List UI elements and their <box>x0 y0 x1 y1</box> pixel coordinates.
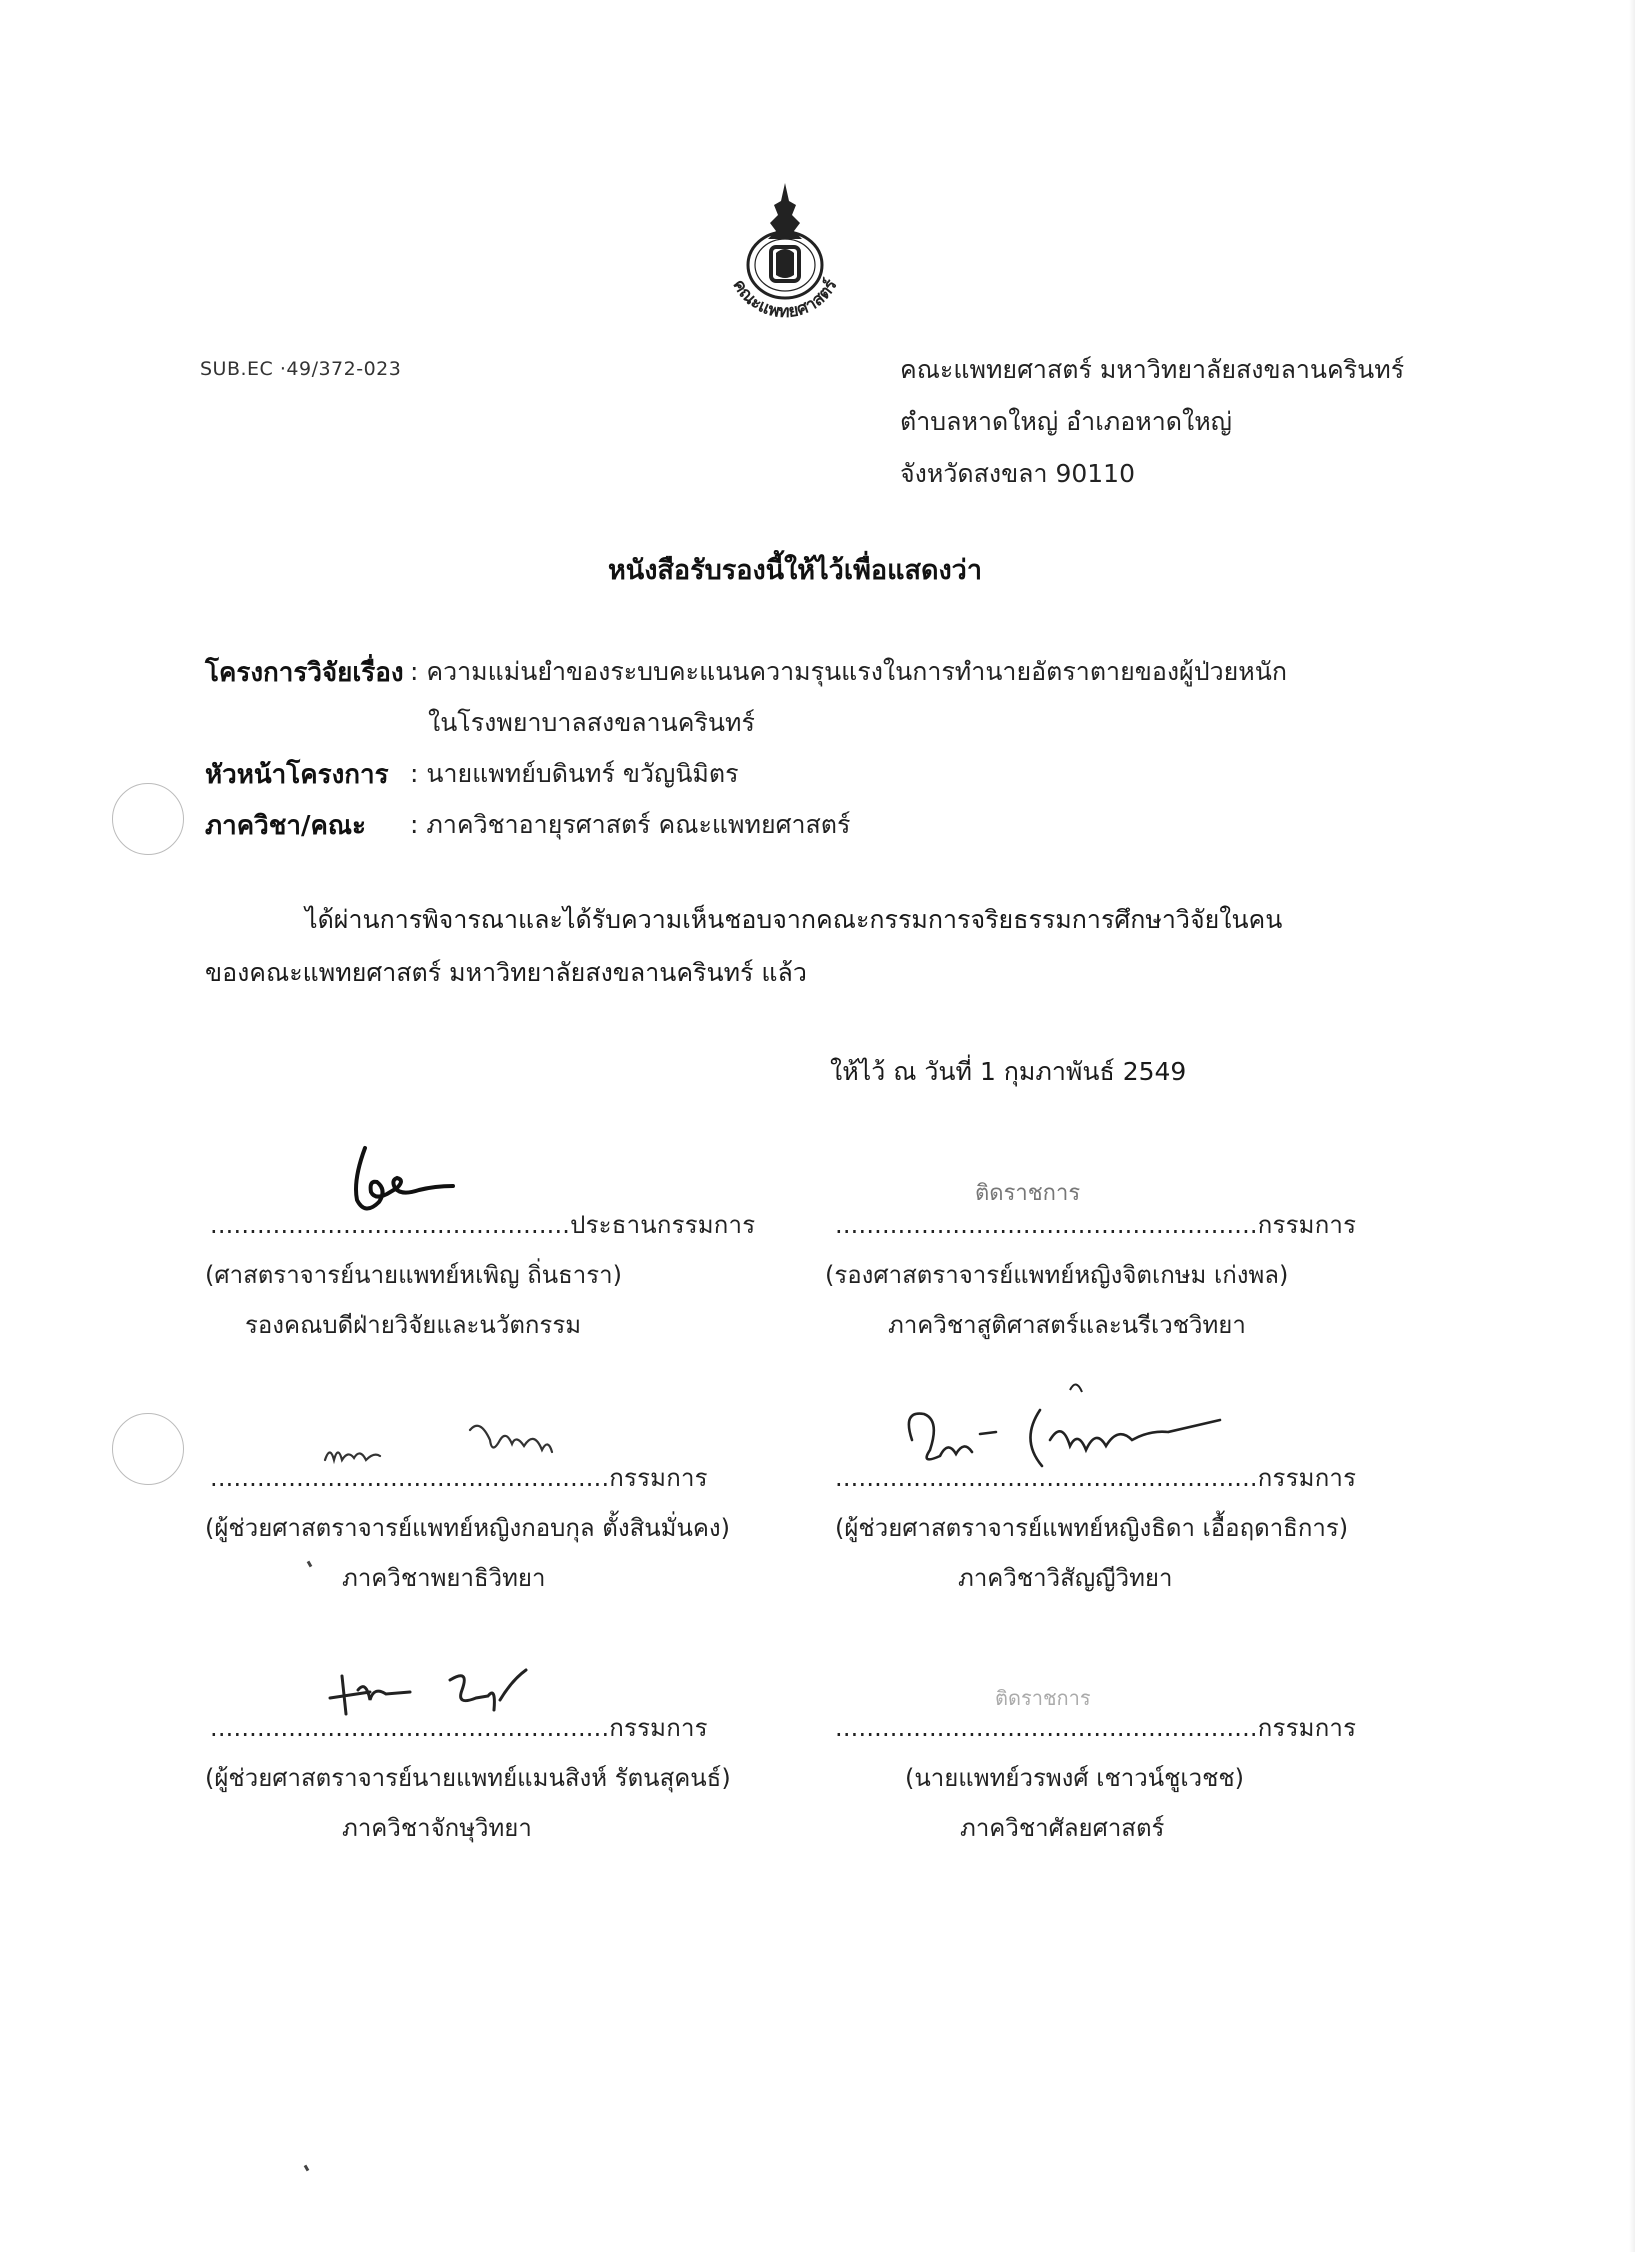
member-3-role: ภาควิชาพยาธิวิทยา <box>342 1564 546 1592</box>
dept-value: : ภาควิชาอายุรศาสตร์ คณะแพทยศาสตร์ <box>410 810 851 839</box>
seal-text: คณะแพทยศาสตร์ <box>728 276 842 323</box>
body-line-1: ได้ผ่านการพิจารณาและได้รับความเห็นชอบจากคณะกรรมการจริยธรรมการศึกษาวิจัยในคน <box>305 905 1283 934</box>
reference-number: SUB.EC ·49/372-023 <box>200 358 402 380</box>
member-5-signature-line: ...................................................กรรมการ <box>210 1714 708 1742</box>
chairman-name: (ศาสตราจารย์นายแพทย์หเพิญ ถิ่นธารา) <box>205 1261 622 1289</box>
absent-stamp-2: ติดราชการ <box>995 1686 1091 1710</box>
absent-stamp: ติดราชการ <box>975 1181 1081 1206</box>
project-value-line-1: : ความแม่นยำของระบบคะแนนความรุนแรงในการทำนายอัตราตายของผู้ป่วยหนัก <box>410 657 1287 686</box>
chairman-signature-line: ..............................................ประธานกรรมการ <box>210 1211 756 1239</box>
member-4-role: ภาควิชาวิสัญญีวิทยา <box>958 1564 1173 1592</box>
member-2-signature-line: ......................................................กรรมการ <box>835 1211 1357 1239</box>
member-3-name: (ผู้ช่วยศาสตราจารย์แพทย์หญิงกอบกุล ตั้งสินมั่นคง) <box>205 1514 730 1542</box>
member-2-role: ภาควิชาสูติศาสตร์และนรีเวชวิทยา <box>888 1311 1246 1339</box>
project-value-line-2: ในโรงพยาบาลสงขลานครินทร์ <box>428 708 755 737</box>
member-6-signature-line: ......................................................กรรมการ <box>835 1714 1357 1742</box>
dept-label: ภาควิชา/คณะ <box>205 811 366 841</box>
member-6-name: (นายแพทย์วรพงศ์ เชาวน์ชูเวชช) <box>905 1764 1245 1792</box>
member-6-role: ภาควิชาศัลยศาสตร์ <box>960 1814 1165 1842</box>
address-line-2: ตำบลหาดใหญ่ อำเภอหาดใหญ่ <box>900 407 1232 436</box>
member-2-name: (รองศาสตราจารย์แพทย์หญิงจิตเกษม เก่งพล) <box>825 1261 1289 1289</box>
address-line-3: จังหวัดสงขลา 90110 <box>900 459 1135 488</box>
scan-edge <box>1629 0 1635 2252</box>
issue-date: ให้ไว้ ณ วันที่ 1 กุมภาพันธ์ 2549 <box>830 1057 1187 1086</box>
member-4-name: (ผู้ช่วยศาสตราจารย์แพทย์หญิงธิดา เอื้อฤดาธิการ) <box>835 1514 1349 1542</box>
project-label: โครงการวิจัยเรื่อง <box>205 658 404 688</box>
binder-hole-top <box>112 783 184 855</box>
faculty-seal-icon <box>710 175 860 340</box>
member-3-signature-line: ...................................................กรรมการ <box>210 1464 708 1492</box>
member-5-name: (ผู้ช่วยศาสตราจารย์นายแพทย์แมนสิงห์ รัตนสุคนธ์) <box>205 1764 731 1792</box>
body-line-2: ของคณะแพทยศาสตร์ มหาวิทยาลัยสงขลานครินทร์ แล้ว <box>205 958 807 987</box>
binder-hole-bottom <box>112 1413 184 1485</box>
address-line-1: คณะแพทยศาสตร์ มหาวิทยาลัยสงขลานครินทร์ <box>900 355 1405 384</box>
certificate-title: หนังสือรับรองนี้ให้ไว้เพื่อแสดงว่า <box>607 555 983 586</box>
lead-value: : นายแพทย์บดินทร์ ขวัญนิมิตร <box>410 759 739 788</box>
member-4-signature-line: ......................................................กรรมการ <box>835 1464 1357 1492</box>
chairman-role: รองคณบดีฝ่ายวิจัยและนวัตกรรม <box>245 1311 582 1339</box>
lead-label: หัวหน้าโครงการ <box>205 760 389 790</box>
member-5-role: ภาควิชาจักษุวิทยา <box>342 1814 532 1842</box>
